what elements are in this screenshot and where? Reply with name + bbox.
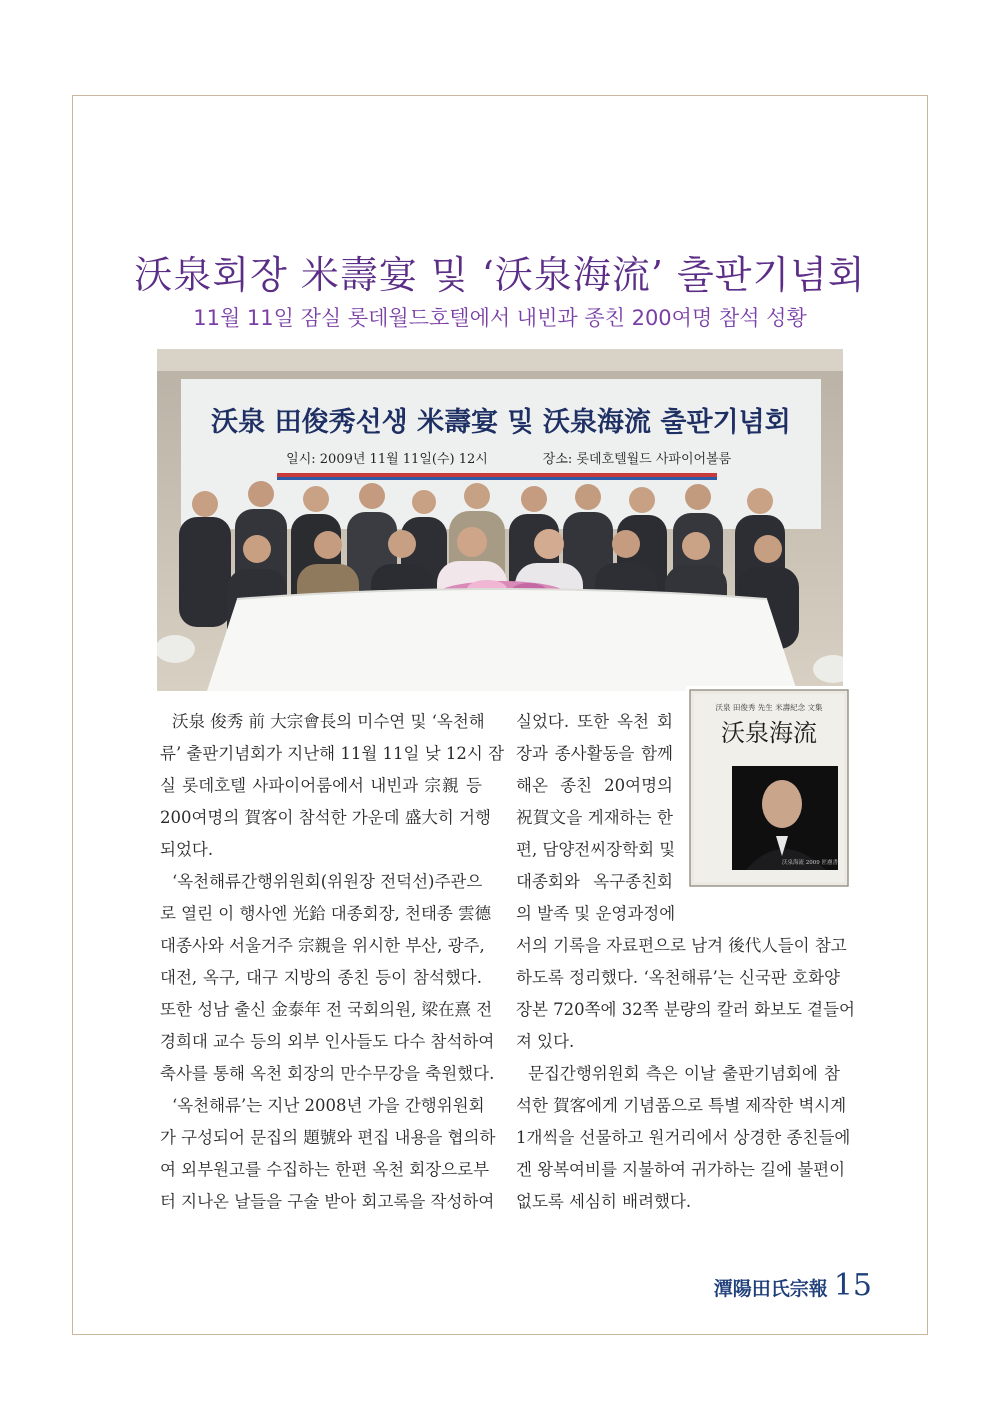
paragraph-1 [160, 706, 505, 866]
book-cover [686, 686, 852, 890]
text-line: 서의 기록을 자료편으로 남겨 後代人들이 참고 [516, 936, 847, 955]
page-number: 15 [833, 1268, 872, 1303]
text-line: 하도록 정리했다. ‘옥천해류’는 신국판 호화양 [516, 968, 840, 987]
text-line: 경희대 교수 등의 외부 인사들도 다수 참석하여 [160, 1032, 495, 1051]
text-line: 장과 종사활동을 함께 [516, 744, 673, 763]
text-line: 축사를 통해 옥천 회장의 만수무강을 축원했다. [160, 1064, 495, 1083]
event-photo [157, 349, 843, 691]
text-line: 겐 왕복여비를 지불하여 귀가하는 길에 불편이 [516, 1160, 846, 1179]
page-footer [714, 1268, 872, 1303]
text-line: 류’ 출판기념회가 지난해 11월 11일 낮 12시 잠 [160, 744, 505, 763]
text-line: 없도록 세심히 배려했다. [516, 1192, 692, 1211]
banner-date: 일시: 2009년 11월 11일(수) 12시 [286, 452, 488, 467]
paragraph-5 [516, 1058, 851, 1218]
banner-title: 沃泉 田俊秀선생 米壽宴 및 沃泉海流 출판기념회 [211, 407, 791, 438]
text-line: 되었다. [160, 840, 214, 859]
article-title: 沃泉회장 米壽宴 및 ‘沃泉海流’ 출판기념회 [134, 253, 866, 297]
text-line: 의 발족 및 운영과정에 [516, 904, 676, 923]
text-line: 장본 720쪽에 32쪽 분량의 칼러 화보도 곁들어 [516, 1000, 855, 1019]
paragraph-4-narrow [516, 706, 676, 930]
publication-name: 潭陽田氏宗報 [713, 1278, 828, 1300]
paragraph-2 [160, 866, 495, 1090]
text-line: ‘옥천해류’는 지난 2008년 가을 간행위원회 [172, 1096, 485, 1115]
text-line: 祝賀文을 게재하는 한 [516, 808, 673, 827]
text-line: 편, 담양전씨장학회 및 [516, 840, 676, 859]
text-line: 여 외부원고를 수집하는 한편 옥천 회장으로부 [160, 1160, 490, 1179]
text-line: 문집간행위원회 측은 이날 출판기념회에 참 [528, 1064, 840, 1083]
paragraph-3 [160, 1090, 496, 1218]
text-line: 沃泉 俊秀 前 大宗會長의 미수연 및 ‘옥천해 [172, 712, 485, 731]
text-line: 200여명의 賀客이 참석한 가운데 盛大히 거행 [160, 808, 491, 827]
paragraph-4-wide [516, 930, 855, 1058]
book-title: 沃泉海流 [721, 719, 817, 747]
text-line: 대전, 옥구, 대구 지방의 종친 등이 참석했다. [160, 968, 482, 987]
text-line: ‘옥천해류간행위원회(위원장 전덕선)주관으 [172, 872, 483, 891]
banner-place: 장소: 롯데호텔월드 사파이어볼룸 [542, 452, 732, 467]
text-line: 대종회와 옥구종친회 [516, 872, 673, 891]
text-line: 또한 성남 출신 金泰年 전 국회의원, 梁在熹 전 [160, 1000, 493, 1019]
text-line: 석한 賀客에게 기념품으로 특별 제작한 벽시계 [516, 1096, 847, 1115]
text-line: 터 지나온 날들을 구술 받아 회고록을 작성하여 [160, 1192, 495, 1211]
text-line: 실었다. 또한 옥천 회 [516, 712, 673, 731]
article-subtitle: 11월 11일 잠실 롯데월드호텔에서 내빈과 종친 200여명 참석 성황 [193, 306, 807, 330]
text-line: 가 구성되어 문집의 題號와 편집 내용을 협의하 [160, 1128, 496, 1147]
text-line: 대종사와 서울거주 宗親을 위시한 부산, 광주, [160, 936, 485, 955]
book-caption: 沃泉海流 2009 匠慮書 [782, 860, 838, 866]
text-line: 1개씩을 선물하고 원거리에서 상경한 종친들에 [516, 1128, 851, 1147]
text-line: 실 롯데호텔 사파이어룸에서 내빈과 宗親 등 [160, 776, 482, 795]
text-line: 져 있다. [516, 1032, 575, 1051]
book-top-line: 沃泉 田俊秀 先生 米壽紀念 文集 [715, 703, 823, 712]
text-line: 해온 종친 20여명의 [516, 776, 673, 795]
text-line: 로 열린 이 행사엔 光鉿 대종회장, 천태종 雲德 [160, 904, 492, 923]
